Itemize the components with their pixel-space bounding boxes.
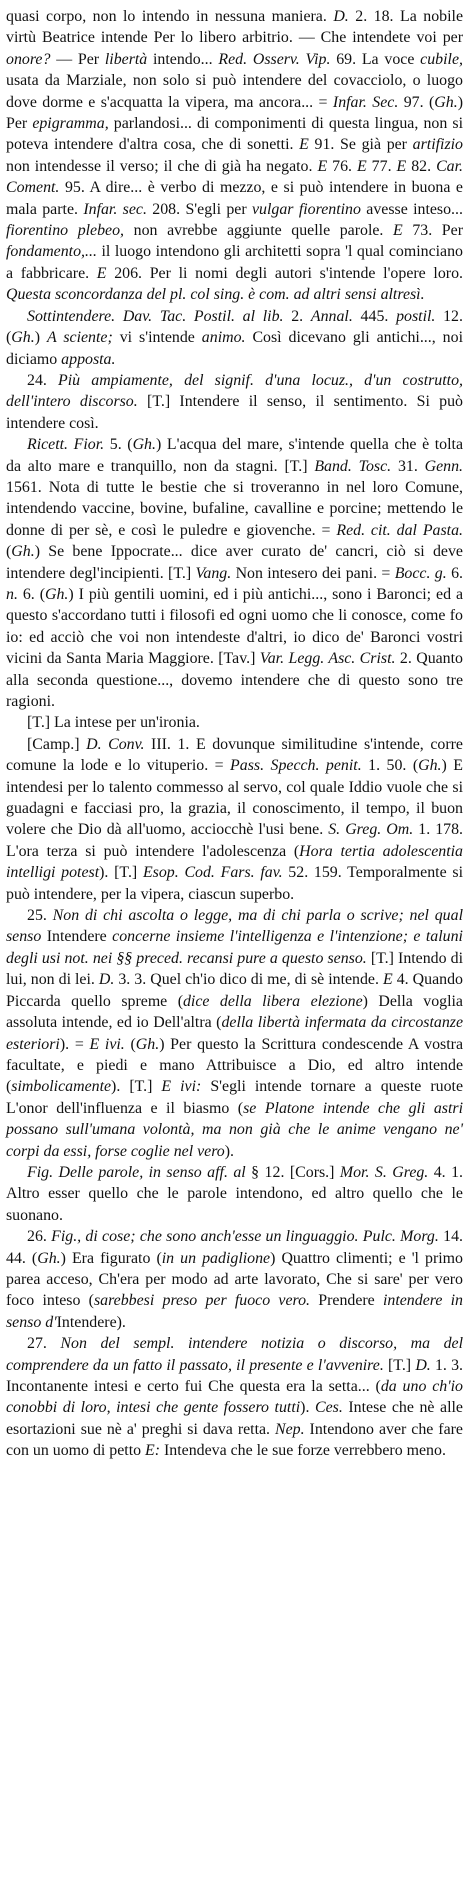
italic-text-run: artifizio (412, 136, 463, 154)
text-run: 27. (27, 1335, 61, 1353)
entry-paragraph (6, 1333, 463, 1461)
text-run: ) Se bene Ippocrate... dice aver curato de' cancri, ciò si deve intendere degl'incipienti. [T.] (6, 543, 463, 582)
text-run: intendo... (147, 50, 219, 68)
text-run: 5. ( (104, 436, 133, 454)
text-run: usata da Marziale, non solo si può intendere del covacciolo, o luogo dove dorme e s'acquatta la vipera, ma ancora... = (6, 72, 463, 111)
text-run: ) (34, 329, 47, 347)
text-run: ) Quattro climenti; e 'l primo parea acceso, Ch'era per modo ad arte lavorato, Che si sare' per vero foco inteso ( (6, 1249, 463, 1310)
entry-paragraph (6, 434, 463, 712)
text-run: 69. La voce (330, 50, 421, 68)
text-run: Intendere (41, 928, 113, 946)
text-run: ) E intendesi per lo talento commesso al servo, col quale Iddio vuole che si guadagni e facciasi pro, la grazia, il conoscimento, il tempo, il buon volere che Dio dà all'uomo, acciocchè l'usi bene. (6, 757, 463, 839)
text-run: 208. S'egli per (146, 200, 252, 218)
italic-text-run: E ivi. (89, 1035, 125, 1053)
italic-text-run: Questa sconcordanza del pl. col sing. è com. ad altri sensi altresì. (6, 286, 425, 304)
text-run: parlandosi... di componimenti di questa lingua, non si poteva intendere d'altra cosa, che di sonetti. (6, 115, 463, 154)
italic-text-run: Esop. Cod. Fars. fav. (142, 864, 283, 882)
italic-text-run: E (299, 136, 309, 154)
italic-text-run: Gh. (418, 757, 442, 775)
text-run: Intese che nè alle esortazioni sue nè a' preghi si dava retta. (6, 1399, 463, 1438)
text-run: [T.] Intendo di lui, non di lei. (6, 949, 464, 989)
text-run: ). (224, 1142, 235, 1160)
italic-text-run: E (393, 222, 403, 240)
italic-text-run: D. (333, 8, 349, 25)
entry-paragraph (6, 6, 463, 306)
italic-text-run: Annal. (310, 307, 353, 325)
text-run: 76. (327, 157, 357, 175)
text-run: 1. 178. L'ora terza si può intendere l'adolescenza ( (6, 821, 464, 860)
text-run: 6. (446, 564, 463, 582)
text-run: ). = (59, 1035, 90, 1053)
text-run: ) Per (6, 93, 463, 133)
italic-text-run: D. Conv. (86, 735, 145, 753)
italic-text-run: epigramma, (32, 115, 109, 133)
text-run: 97. ( (398, 93, 435, 111)
italic-text-run: simbolicamente (11, 1078, 112, 1096)
italic-text-run: apposta. (61, 350, 116, 368)
text-run: 12. ( (6, 307, 463, 347)
italic-text-run: libertà (104, 50, 148, 68)
text-run: S'egli intende tornare a queste ruote L'onor dell'influenza e il biasmo ( (6, 1078, 463, 1117)
italic-text-run: Car. Coment. (6, 157, 464, 197)
text-run: ( (6, 543, 12, 561)
text-run: ). [T.] (99, 864, 143, 882)
italic-text-run: Gh. (11, 543, 35, 561)
italic-text-run: Bocc. g. (394, 564, 447, 582)
text-run: Prendere (310, 1292, 383, 1310)
text-run: 25. (27, 907, 53, 925)
italic-text-run: E (96, 264, 107, 282)
entry-paragraph (6, 1162, 463, 1226)
italic-text-run: della libertà infermata da circostanze esteriori (6, 1014, 463, 1053)
text-run: non intendesse il verso; il che di già ha negato. (6, 157, 318, 175)
italic-text-run: Hora tertia adolescentia intelligi potest (6, 842, 463, 882)
italic-text-run: D. (415, 1356, 431, 1374)
italic-text-run: Non del sempl. intendere notizia o discorso, ma del comprendere da un fatto il passato, il presente e l'avvenire. (6, 1335, 463, 1374)
italic-text-run: sarebbesi preso per fuoco vero. (93, 1292, 311, 1310)
text-run: 31. (391, 457, 425, 475)
italic-text-run: dice della libera elezione (182, 992, 363, 1010)
italic-text-run: Gh. (135, 1035, 160, 1053)
text-run: non avrebbe aggiunte quelle parole. (124, 222, 394, 240)
italic-text-run: Gh. (434, 93, 458, 111)
text-run: ) L'acqua del mare, s'intende quella che è tolta da alto mare e tranquillo, non da stagni. [T.] (6, 436, 463, 475)
italic-text-run: vulgar fiorentino (251, 200, 361, 218)
italic-text-run: Pass. Specch. penit. (230, 757, 362, 775)
text-run: ) Per questo la Scrittura condescende A vostra facultate, e piedi e mano Attribuisce a Dio, ed altro intende ( (6, 1035, 464, 1096)
italic-text-run: A sciente; (46, 329, 113, 347)
italic-text-run: S. Greg. Om. (328, 821, 414, 839)
italic-text-run: onore? (6, 50, 51, 68)
italic-text-run: fondamento,... (6, 243, 97, 261)
italic-text-run: Gh. (132, 436, 156, 454)
text-run: Non intesero dei pani. = (231, 564, 395, 582)
italic-text-run: Sottintendere. Dav. Tac. Postil. al lib. (27, 307, 284, 325)
italic-text-run: Ricett. Fior. (27, 436, 105, 454)
italic-text-run: Vang. (195, 564, 232, 582)
text-run: 91. Se già per (308, 136, 413, 154)
italic-text-run: Var. Legg. Asc. Crist. (259, 650, 396, 668)
text-run: Intendere). (56, 1313, 126, 1331)
text-run: ). (300, 1399, 315, 1417)
italic-text-run: Band. Tosc. (314, 457, 392, 475)
text-run: 95. A dire... è verbo di mezzo, e si può intendere in buona e mala parte. (6, 179, 463, 218)
text-run: 73. Per (402, 222, 463, 240)
text-run: 52. 159. Temporalmente si può intendere, per la vipera, ciascun superbo. (6, 864, 463, 903)
text-run: [T.] Intendere il senso, il sentimento. Si può intendere così. (6, 393, 463, 432)
text-run: ( (124, 1035, 136, 1053)
italic-text-run: Gh. (11, 329, 35, 347)
text-run: 4. 1. Altro esser quello che le parole intendono, ed altro quello che le suonano. (6, 1163, 464, 1224)
text-run: ) Della voglia assoluta intende, ed io Dell'altra ( (6, 992, 463, 1032)
entry-paragraph (6, 306, 463, 370)
italic-text-run: intendere in senso d' (6, 1292, 463, 1331)
text-run: III. 1. E dovunque similitudine s'intende, corre comune la lode e lo vituperio. = (6, 735, 463, 775)
text-run: 3. 3. Quel ch'io dico di me, di sè intende. (114, 971, 383, 989)
italic-text-run: Non di chi ascolta o legge, ma di chi parla o scrive; nel qual senso (6, 907, 463, 946)
text-run: — Per (50, 50, 105, 68)
italic-text-run: E (382, 971, 393, 989)
italic-text-run: in un padiglione (161, 1249, 271, 1267)
text-run: 26. (27, 1228, 52, 1246)
italic-text-run: Genn. (424, 457, 463, 475)
text-run: 14. 44. ( (6, 1228, 463, 1267)
text-run: [Camp.] (27, 735, 87, 753)
italic-text-run: da uno ch'io conobbi di loro, intesi che gente fossero tutti (6, 1378, 463, 1417)
italic-text-run: Infar. Sec. (332, 93, 399, 111)
italic-text-run: postil. (396, 307, 436, 325)
text-run: 445. (352, 307, 397, 325)
text-run: 82. (406, 157, 437, 175)
text-run: ) Era figurato ( (60, 1249, 162, 1267)
text-run: § 12. [Cors.] (245, 1163, 340, 1181)
italic-text-run: se Platone intende che gli astri possano sull'umana volontà, ma non già che le anime vengano ne' corpi da essi, forse coglie nel vero (6, 1099, 463, 1160)
italic-text-run: concerne insieme l'intelligenza e l'intenzione; e taluni degli usi not. nei §§ preced. recansi pure a questo senso. (6, 928, 463, 967)
italic-text-run: D. (98, 971, 115, 989)
italic-text-run: Ces. (315, 1399, 343, 1417)
text-run: 2. 18. La nobile virtù Beatrice intende Per lo libero arbitrio. — Che intendete voi per (6, 8, 463, 47)
entry-paragraph (6, 734, 463, 905)
entry-paragraph (6, 712, 463, 733)
italic-text-run: Nep. (275, 1420, 305, 1438)
entry-paragraph (6, 370, 463, 434)
italic-text-run: Infar. sec. (83, 200, 147, 218)
text-run: il luogo intendono gli architetti sopra 'l qual cominciano a fabbricare. (6, 243, 463, 282)
text-run: 1561. Nota di tutte le bestie che si troveranno in nel loro Comune, intendendo vaccine, bovine, bufaline, cavalline e porcine; mettendo le donne di per sè, e così le puledre e giovenche. = (6, 478, 463, 539)
italic-text-run: Red. cit. dal Pasta. (336, 521, 463, 539)
italic-text-run: cubile, (420, 50, 463, 68)
text-run: ). [T.] (111, 1078, 162, 1096)
entry-paragraph (6, 905, 463, 1162)
italic-text-run: fiorentino plebeo, (6, 222, 125, 240)
text-run: Intendono aver che fare con un uomo di petto (6, 1420, 463, 1460)
italic-text-run: Fig., di cose; che sono anch'esse un linguaggio. Pulc. Morg. (51, 1228, 439, 1246)
text-run: 6. ( (17, 585, 45, 603)
italic-text-run: E (396, 157, 407, 175)
italic-text-run: animo. (201, 329, 246, 347)
italic-text-run: E (317, 157, 328, 175)
text-run: quasi corpo, non lo intendo in nessuna maniera. (6, 8, 334, 25)
italic-text-run: E: (145, 1442, 161, 1460)
italic-text-run: Più ampiamente, del signif. d'una locuz., d'un costrutto, dell'intero discorso. (6, 371, 463, 411)
text-run: 2. Quanto alla seconda questione..., dovemo intendere che di questo sono tre ragioni. (6, 650, 463, 710)
text-run: ) I più gentili uomini, ed i più antichi..., sono i Baronci; ed a questo s'accordano tutti i filosofi ed ogni uomo che li conosce, come fo io: ed acciò che voi non intendeste d'altri, io dico de' Baronci vostri vicini da Santa Maria Maggiore. [Tav.] (6, 585, 464, 668)
text-run: 4. Quando Piccarda quello spreme ( (6, 971, 463, 1010)
text-run: 2. (283, 307, 311, 325)
text-run: [T.] (383, 1356, 416, 1374)
text-run: 24. (27, 371, 59, 389)
text-run: 1. 50. ( (361, 757, 419, 775)
text-run: Così dicevano gli antichi..., noi diciamo (6, 329, 463, 368)
text-run: 1. 3. Incontanente intesi e certo fui Che questa era la setta... ( (6, 1356, 464, 1395)
italic-text-run: E (356, 157, 367, 175)
text-run: Intendeva che le sue forze verrebbero meno. (160, 1442, 446, 1460)
italic-text-run: Red. Osserv. Vip. (218, 50, 331, 68)
italic-text-run: Gh. (37, 1249, 61, 1267)
italic-text-run: Gh. (45, 585, 69, 603)
text-run: 206. Per li nomi degli autori s'intende l'opere loro. (106, 264, 463, 282)
italic-text-run: Fig. Delle parole, in senso aff. al (27, 1163, 246, 1181)
text-run: 77. (366, 157, 397, 175)
text-run: avesse inteso... (360, 200, 463, 218)
italic-text-run: E ivi: (161, 1078, 202, 1096)
entry-paragraph (6, 1226, 463, 1333)
italic-text-run: n. (6, 585, 18, 603)
text-run: [T.] La intese per un'ironia. (27, 714, 200, 732)
italic-text-run: Mor. S. Greg. (339, 1163, 429, 1181)
text-run: vi s'intende (112, 329, 202, 347)
